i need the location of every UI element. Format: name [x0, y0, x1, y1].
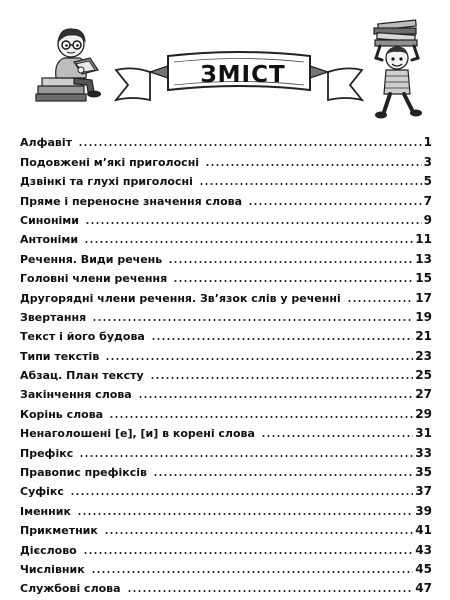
- dot-leader: [83, 552, 414, 554]
- toc-entry[interactable]: [20, 382, 432, 401]
- toc-entry-title: Корінь слова: [20, 407, 104, 421]
- toc-entry-page-number: 41: [415, 523, 432, 538]
- toc-entry[interactable]: [20, 440, 432, 459]
- toc-entry-title: Іменник: [20, 504, 71, 518]
- toc-entry[interactable]: [20, 324, 432, 343]
- toc-entry-page-number: 43: [415, 542, 432, 557]
- dot-leader: [347, 300, 414, 302]
- dot-leader: [150, 377, 414, 379]
- toc-entry[interactable]: [20, 305, 432, 324]
- dot-leader: [205, 164, 422, 166]
- dot-leader: [261, 435, 413, 437]
- toc-entry[interactable]: [20, 363, 432, 382]
- toc-entry-page-number: 45: [415, 561, 432, 576]
- dot-leader: [92, 319, 413, 321]
- dot-leader: [78, 144, 422, 146]
- toc-entry[interactable]: [20, 285, 432, 304]
- toc-entry-page-number: 15: [415, 271, 432, 286]
- toc-entry[interactable]: [20, 149, 432, 168]
- toc-entry-title: Прикметник: [20, 524, 98, 538]
- dot-leader: [84, 241, 413, 243]
- toc-entry[interactable]: [20, 557, 432, 576]
- toc-entry-page-number: 11: [415, 232, 432, 247]
- dot-leader: [105, 358, 413, 360]
- dot-leader: [173, 280, 413, 282]
- dot-leader: [127, 590, 414, 592]
- toc-entry-page-number: 33: [415, 445, 432, 460]
- toc-entry-title: Правопис префіксів: [20, 466, 148, 480]
- toc-entry-page-number: 35: [415, 465, 432, 480]
- toc-entry[interactable]: [20, 498, 432, 517]
- toc-entry[interactable]: [20, 421, 432, 440]
- toc-entry-title: Текст і його будова: [20, 330, 145, 344]
- toc-entry[interactable]: [20, 518, 432, 537]
- toc-entry-page-number: 25: [415, 368, 432, 383]
- dot-leader: [91, 571, 414, 573]
- toc-entry-title: Звертання: [20, 310, 87, 324]
- dot-leader: [79, 455, 413, 457]
- toc-entry-title: Суфікс: [20, 485, 64, 499]
- dot-leader: [77, 513, 413, 515]
- toc-entry-title: Закінчення слова: [20, 388, 132, 402]
- toc-entry-title: Дієслово: [20, 543, 77, 557]
- toc-entry-title: Префікс: [20, 446, 74, 460]
- dot-leader: [104, 532, 413, 534]
- toc-entry-page-number: 27: [415, 387, 432, 402]
- dot-leader: [138, 396, 414, 398]
- dot-leader: [151, 338, 413, 340]
- toc-entry[interactable]: [20, 537, 432, 556]
- toc-entry-page-number: 29: [415, 406, 432, 421]
- toc-entry-title: Антоніми: [20, 233, 79, 247]
- boy-reading-book-illustration: [34, 24, 114, 104]
- toc-entry-page-number: 37: [415, 484, 432, 499]
- dot-leader: [168, 261, 413, 263]
- toc-entry-title: Дзвінкі та глухі приголосні: [20, 175, 193, 189]
- dot-leader: [199, 183, 422, 185]
- toc-entry[interactable]: [20, 266, 432, 285]
- toc-entry-title: Алфавіт: [20, 136, 73, 150]
- toc-entry-page-number: 21: [415, 329, 432, 344]
- toc-entry[interactable]: [20, 401, 432, 420]
- toc-entry-title: Пряме і переносне значення слова: [20, 194, 243, 208]
- toc-entry[interactable]: [20, 576, 432, 595]
- toc-entry[interactable]: [20, 130, 432, 149]
- page-header: [0, 0, 450, 125]
- toc-entry-page-number: 47: [415, 581, 432, 596]
- toc-entry-page-number: 3: [423, 154, 432, 169]
- toc-entry-page-number: 7: [423, 193, 432, 208]
- dot-leader: [248, 203, 422, 205]
- toc-entry-title: Службові слова: [20, 582, 121, 596]
- toc-entry[interactable]: [20, 188, 432, 207]
- table-of-contents: [20, 130, 432, 595]
- toc-entry[interactable]: [20, 479, 432, 498]
- toc-entry-page-number: 31: [415, 426, 432, 441]
- toc-entry[interactable]: [20, 169, 432, 188]
- dot-leader: [153, 474, 413, 476]
- dot-leader: [85, 222, 422, 224]
- dot-leader: [109, 416, 413, 418]
- toc-entry[interactable]: [20, 343, 432, 362]
- boy-with-stack-of-books-illustration: [366, 18, 432, 122]
- toc-entry-page-number: 1: [423, 135, 432, 150]
- toc-entry[interactable]: [20, 460, 432, 479]
- toc-entry-page-number: 39: [415, 503, 432, 518]
- toc-entry-title: Числівник: [20, 562, 85, 576]
- toc-entry-page-number: 17: [415, 290, 432, 305]
- dot-leader: [70, 493, 413, 495]
- toc-entry-title: Абзац. План тексту: [20, 369, 144, 383]
- toc-entry-page-number: 9: [423, 212, 432, 227]
- toc-entry[interactable]: [20, 227, 432, 246]
- toc-entry-title: Головні члени речення: [20, 272, 168, 286]
- toc-entry-title: Типи текстів: [20, 349, 100, 363]
- toc-entry[interactable]: [20, 208, 432, 227]
- toc-entry-title: Подовжені м’які приголосні: [20, 155, 200, 169]
- toc-entry-page-number: 23: [415, 348, 432, 363]
- toc-entry[interactable]: [20, 246, 432, 265]
- page-title: ЗМІСТ: [200, 62, 286, 88]
- toc-entry-title: Речення. Види речень: [20, 252, 163, 266]
- toc-entry-title: Синоніми: [20, 213, 80, 227]
- toc-entry-title: Другорядні члени речення. Зв’язок слів у реченні: [20, 291, 341, 305]
- toc-entry-page-number: 5: [423, 174, 432, 189]
- toc-entry-page-number: 13: [415, 251, 432, 266]
- toc-entry-page-number: 19: [415, 309, 432, 324]
- toc-entry-title: Ненаголошені [е], [и] в корені слова: [20, 427, 255, 441]
